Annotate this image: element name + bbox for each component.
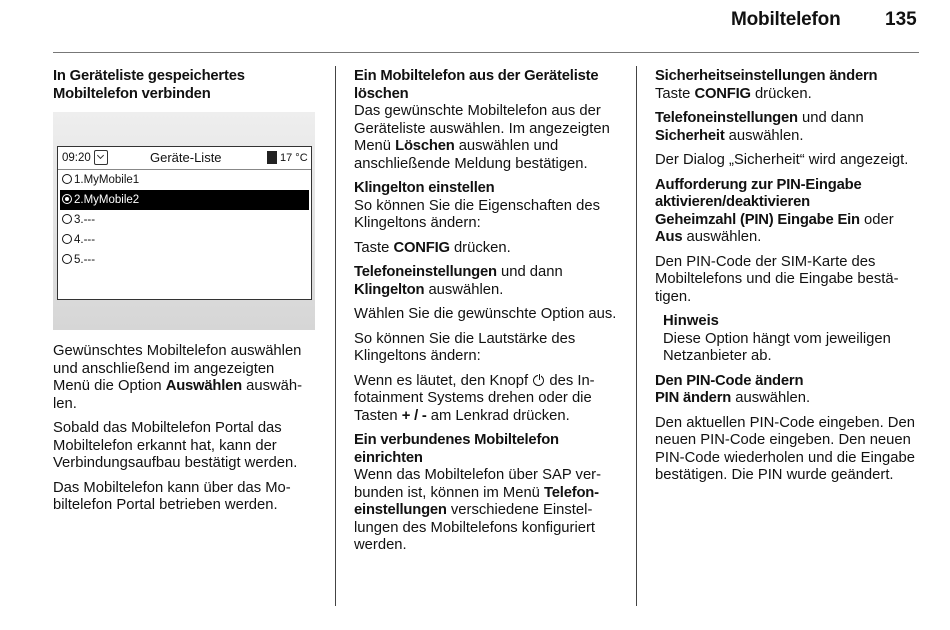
column-1-body bbox=[53, 343, 315, 522]
note-box bbox=[655, 313, 921, 366]
column-3 bbox=[655, 68, 921, 492]
radio-icon bbox=[62, 254, 72, 264]
paragraph: Telefoneinstellungen und dann Sicherheit auswählen. bbox=[655, 110, 864, 144]
paragraph: Taste CONFIG drücken. bbox=[354, 239, 511, 256]
menu-term: Geheimzahl (PIN) Eingabe Ein bbox=[655, 211, 860, 228]
menu-term: Telefoneinstellungen bbox=[354, 264, 497, 280]
page-number: 135 bbox=[885, 9, 917, 30]
device-label: 1.MyMobile1 bbox=[74, 174, 140, 186]
menu-term: Auswählen bbox=[165, 378, 243, 394]
device-list-item bbox=[58, 210, 311, 230]
device-list-item bbox=[58, 250, 311, 270]
running-header-title: Mobiltelefon bbox=[731, 9, 841, 30]
button-term: CONFIG bbox=[694, 85, 751, 102]
paragraph: Das gewünschte Mobiltelefon aus der Geräteliste auswählen. Im angezeigten Menü Löschen auswählen und anschließende Meldung bestätigen. bbox=[354, 103, 610, 172]
menu-term: Sicherheit bbox=[655, 127, 725, 144]
screen-clock: 09:20 bbox=[62, 152, 91, 164]
screen-temperature: 17 °C bbox=[280, 152, 308, 164]
phone-connected-icon bbox=[94, 150, 108, 165]
paragraph: Das Mobiltelefon kann über das Mobiltelefon Portal betrieben werden. bbox=[53, 479, 291, 513]
column-2 bbox=[354, 68, 622, 562]
note-text: Diese Option hängt vom jeweiligen Netzanbieter ab. bbox=[663, 330, 891, 364]
device-list-item bbox=[60, 190, 309, 210]
radio-icon bbox=[62, 234, 72, 244]
power-knob-icon bbox=[533, 375, 544, 386]
paragraph: Sobald das Mobiltelefon Portal das Mobiltelefon erkannt hat, kann der Verbindungsaufbau bestätigt werden. bbox=[53, 420, 298, 471]
paragraph: Wenn das Mobiltelefon über SAP verbunden ist, können im Menü Telefoneinstellungen verschiedene Einstellungen des Mobiltelefons konfiguriert werden. bbox=[354, 467, 602, 553]
menu-term: Löschen bbox=[395, 138, 455, 154]
device-list-item bbox=[58, 230, 311, 250]
paragraph: PIN ändern auswählen. bbox=[655, 390, 811, 406]
paragraph: Wählen Sie die gewünschte Option aus. bbox=[354, 306, 617, 322]
device-label: 4.--- bbox=[74, 234, 96, 246]
paragraph: Geheimzahl (PIN) Eingabe Ein oder Aus auswählen. bbox=[655, 211, 894, 245]
device-label: 3.--- bbox=[74, 214, 96, 226]
section-heading-delete: Ein Mobiltelefon aus der Geräteliste löschen bbox=[354, 68, 599, 102]
header-rule bbox=[53, 52, 919, 53]
column-1 bbox=[53, 68, 315, 110]
radio-icon bbox=[62, 194, 72, 204]
column-divider-1 bbox=[335, 66, 336, 606]
paragraph: Der Dialog „Sicherheit“ wird angezeigt. bbox=[655, 152, 909, 168]
menu-term: Klingelton bbox=[354, 281, 425, 298]
section-heading-change-pin: Den PIN-Code ändern bbox=[655, 372, 804, 389]
screen-title: Geräte-Liste bbox=[150, 150, 222, 165]
screen-status-bar bbox=[58, 147, 311, 170]
paragraph: Gewünschtes Mobiltelefon auswählen und anschließend im angezeigten Menü die Option Auswählen auswählen. bbox=[53, 343, 303, 412]
paragraph: Telefoneinstellungen und dann Klingelton auswählen. bbox=[354, 264, 563, 298]
paragraph: Taste CONFIG drücken. bbox=[655, 85, 812, 102]
thermometer-icon bbox=[267, 151, 277, 164]
section-heading-pin-prompt: Aufforderung zur PIN-Eingabe aktivieren/deaktivieren bbox=[655, 176, 862, 210]
paragraph: Wenn es läutet, den Knopf des Infotainment Systems drehen oder die Tasten + / - am Lenkrad drücken. bbox=[354, 372, 595, 424]
device-label: 2.MyMobile2 bbox=[74, 194, 140, 206]
radio-icon bbox=[62, 214, 72, 224]
display-screenshot bbox=[53, 112, 315, 330]
menu-term: Telefoneinstellungen bbox=[655, 110, 798, 126]
device-list bbox=[58, 170, 311, 270]
section-heading-ringtone: Klingelton einstellen bbox=[354, 180, 495, 196]
paragraph: Den aktuellen PIN-Code eingeben. Den neuen PIN-Code eingeben. Den neuen PIN-Code wiederholen und die Eingabe bestätigen. Die PIN wurde geändert. bbox=[655, 414, 915, 483]
paragraph: Den PIN-Code der SIM-Karte des Mobiltelefons und die Eingabe bestätigen. bbox=[655, 253, 899, 305]
button-term: + / - bbox=[401, 407, 427, 424]
section-heading-configure: Ein verbundenes Mobiltelefon einrichten bbox=[354, 432, 559, 466]
section-heading-security: Sicherheitseinstellungen ändern bbox=[655, 68, 878, 84]
radio-icon bbox=[62, 174, 72, 184]
paragraph: So können Sie die Eigenschaften des Klingeltons ändern: bbox=[354, 197, 600, 231]
device-label: 5.--- bbox=[74, 254, 96, 266]
display-screen bbox=[57, 146, 312, 300]
menu-term: Telefoneinstellungen bbox=[354, 484, 600, 518]
menu-term: PIN ändern bbox=[655, 390, 732, 406]
column-divider-2 bbox=[636, 66, 637, 606]
button-term: CONFIG bbox=[393, 239, 450, 256]
note-title: Hinweis bbox=[663, 313, 719, 329]
section-heading-connect: In Geräteliste gespeichertes Mobiltelefon verbinden bbox=[53, 68, 245, 102]
paragraph: So können Sie die Lautstärke des Klingeltons ändern: bbox=[354, 330, 576, 364]
device-list-item bbox=[58, 170, 311, 190]
menu-term: Aus bbox=[655, 229, 683, 245]
